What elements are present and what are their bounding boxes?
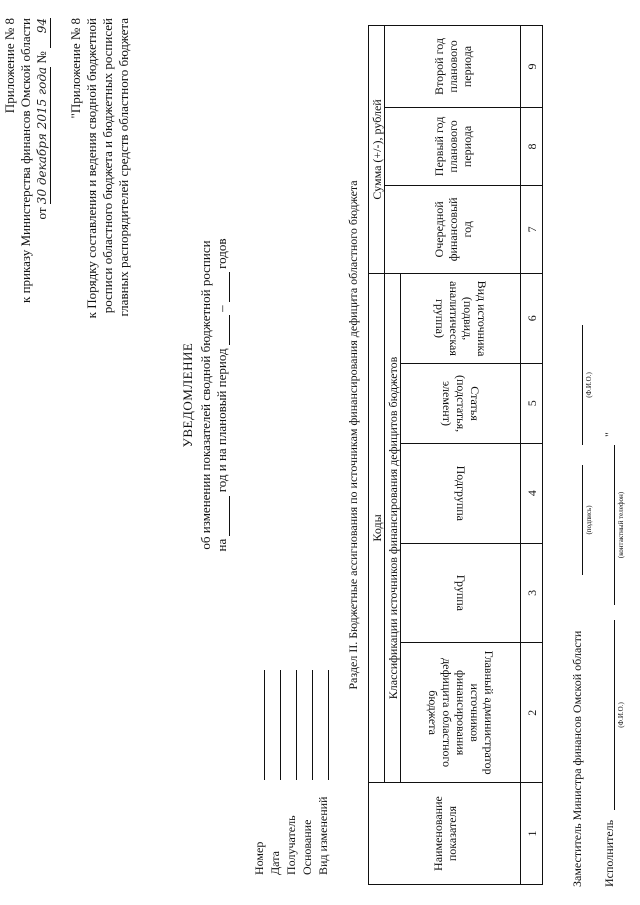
field-change-type-line	[328, 670, 329, 780]
assignments-table	[368, 25, 543, 885]
appendix-label: Приложение № 8	[2, 18, 17, 114]
year-blank	[214, 496, 230, 536]
header-first-plan-year: Первый год планового периода	[385, 107, 521, 185]
field-basis-line	[312, 670, 313, 780]
field-recipient: Получатель	[284, 815, 298, 875]
header-classification: Классификации источников финансирования дефицитов бюджетов	[385, 273, 401, 782]
header-next-year: Очередной финансовый год	[385, 185, 521, 273]
header-article: Статья (подстатья, элемент)	[401, 363, 521, 443]
field-change-type: Вид изменений	[316, 797, 330, 875]
header-subgroup: Подгруппа	[401, 443, 521, 543]
section-title: Раздел II. Бюджетные ассигнования по источникам финансирования дефицита областного бюджета	[346, 180, 360, 690]
deputy-signature-line	[570, 631, 584, 887]
field-number-line	[264, 670, 265, 780]
field-number: Номер	[252, 842, 266, 875]
deputy-fio-caption: (Ф.И.О.)	[585, 372, 593, 398]
procedure-line-3: главных распорядителей средств областного бюджета	[116, 18, 131, 317]
title-line-1: об изменении показателей сводной бюджетной росписи	[198, 240, 213, 550]
header-source-type: Вид источника (подвид, аналитическая группа)	[401, 273, 521, 363]
deputy-label: Заместитель Министра финансов Омской области	[570, 630, 584, 887]
plan-year-2-blank	[214, 272, 230, 302]
header-second-plan-year: Второй год планового периода	[385, 26, 521, 108]
order-date-line	[34, 18, 51, 219]
closing-quote: "	[602, 432, 616, 437]
plan-year-1-blank	[214, 315, 230, 345]
handwritten-number: 94	[35, 18, 51, 48]
procedure-line-1: к Порядку составления и ведения сводной бюджетной	[84, 18, 99, 319]
deputy-signature-blank	[582, 465, 583, 575]
field-date-line	[280, 670, 281, 780]
executor-phone-caption: (контактный телефон)	[617, 491, 625, 559]
column-number: 8	[521, 107, 543, 185]
executor-phone-blank	[614, 445, 615, 605]
column-number: 1	[521, 783, 543, 885]
handwritten-date: 30 декабря 2015 года	[35, 66, 49, 205]
header-chief-administrator: Главный администратор источников финансирования дефицита областного бюджета	[401, 643, 521, 783]
header-group: Группа	[401, 543, 521, 643]
header-codes: Коды	[369, 273, 385, 782]
order-reference: к приказу Министерства финансов Омской области	[18, 18, 33, 303]
deputy-fio-blank	[582, 325, 583, 445]
header-amount: Сумма (+/-), рублей	[369, 26, 385, 274]
field-recipient-line	[296, 670, 297, 780]
signature-caption: (подпись)	[585, 505, 593, 535]
procedure-line-2: росписи областного бюджета и бюджетных росписей	[100, 18, 115, 314]
executor-label: Исполнитель	[602, 819, 616, 887]
field-date: Дата	[268, 851, 282, 875]
document-title: УВЕДОМЛЕНИЕ	[180, 342, 195, 448]
executor-fio-blank	[614, 620, 615, 810]
column-number: 6	[521, 273, 543, 363]
column-number: 2	[521, 643, 543, 783]
appendix-quote-label: "Приложение № 8	[68, 18, 83, 119]
column-number: 9	[521, 26, 543, 108]
column-number: 4	[521, 443, 543, 543]
column-number: 3	[521, 543, 543, 643]
column-number: 7	[521, 185, 543, 273]
field-basis: Основание	[300, 820, 314, 875]
column-number: 5	[521, 363, 543, 443]
number-label: №	[34, 51, 49, 64]
header-indicator-name: Наименование показателя	[369, 783, 521, 885]
executor-fio-caption: (Ф.И.О.)	[617, 702, 625, 728]
title-line-2: на год и на плановый период – годов	[214, 238, 229, 552]
from-label: от	[34, 207, 49, 220]
